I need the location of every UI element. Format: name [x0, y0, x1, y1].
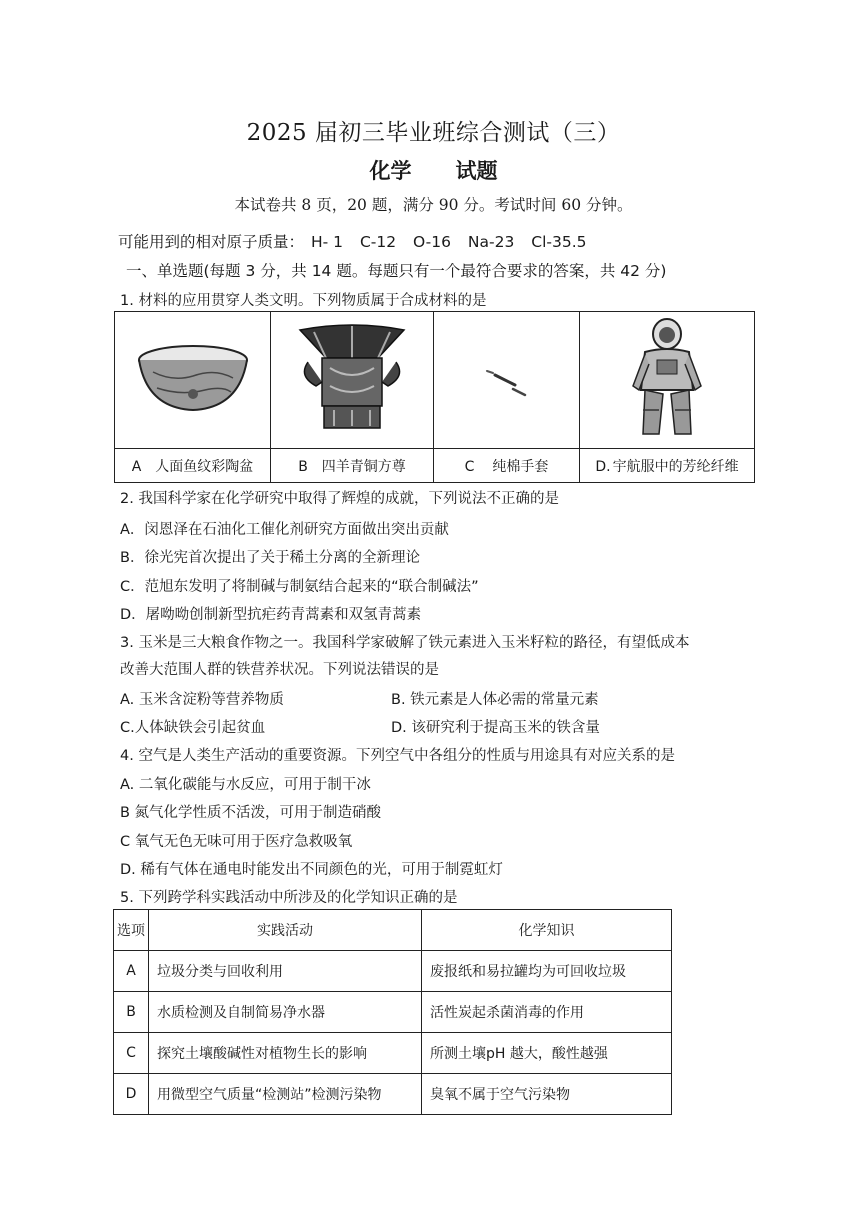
atomic-masses [118, 230, 599, 252]
q5-row-d-activity: 用微型空气质量“检测站”检测污染物 [149, 1074, 422, 1115]
exam-info: 本试卷共 8 页，20 题，满分 90 分。考试时间 60 分钟。 [234, 196, 633, 214]
atomic-mass-o: O-16 [413, 233, 451, 251]
q2-option-b: B．徐光宪首次提出了关于稀土分离的全新理论 [120, 550, 420, 566]
q5-row-b-activity: 水质检测及自制简易净水器 [149, 992, 422, 1033]
cotton-glove-icon [477, 353, 537, 403]
atomic-mass-na: Na-23 [467, 233, 515, 251]
q1-image-d [580, 312, 755, 449]
table-row [114, 1033, 672, 1074]
q1-option-c-letter: C [464, 458, 475, 475]
q1-stem: 1. 材料的应用贯穿人类文明。下列物质属于合成材料的是 [120, 293, 487, 309]
q1-option-b [271, 449, 434, 483]
q3-option-a: A. 玉米含淀粉等营养物质 [120, 692, 284, 708]
q1-option-b-letter: B [298, 458, 308, 475]
q4-stem: 4. 空气是人类生产活动的重要资源。下列空气中各组分的性质与用途具有对应关系的是 [120, 748, 675, 764]
q5-row-d-knowledge: 臭氧不属于空气污染物 [422, 1074, 672, 1115]
subject-label: 化学 [369, 159, 412, 183]
atomic-masses-label: 可能用到的相对原子质量： [118, 233, 305, 251]
q1-image-a [115, 312, 271, 449]
q3-option-d: D. 该研究利于提高玉米的铁含量 [391, 720, 600, 736]
q4-option-d: D. 稀有气体在通电时能发出不同颜色的光，可用于制霓虹灯 [120, 862, 503, 878]
atomic-mass-c: C-12 [359, 233, 397, 251]
q4-option-a: A. 二氧化碳能与水反应，可用于制干冰 [120, 777, 371, 793]
q5-row-b-option: B [114, 992, 149, 1033]
q1-option-d-letter: D. [595, 458, 611, 475]
exam-title: 2025 届初三毕业班综合测试（三） [246, 120, 621, 146]
bronze-zun-icon [294, 322, 410, 434]
q2-option-a: A．闵恩泽在石油化工催化剂研究方面做出突出贡献 [120, 522, 449, 538]
q1-option-c-text: 纯棉手套 [492, 458, 549, 475]
q5-row-a-activity: 垃圾分类与回收利用 [149, 951, 422, 992]
q3-stem-line2: 改善大范围人群的铁营养状况。下列说法错误的是 [120, 662, 439, 678]
atomic-mass-h: H- 1 [310, 233, 343, 251]
q5-row-c-option: C [114, 1033, 149, 1074]
q1-option-d-text: 宇航服中的芳纶纤维 [612, 458, 739, 475]
q5-header-knowledge: 化学知识 [422, 910, 672, 951]
q1-option-b-text: 四羊青铜方尊 [321, 458, 406, 475]
q3-option-b: B. 铁元素是人体必需的常量元素 [391, 692, 599, 708]
q5-row-b-knowledge: 活性炭起杀菌消毒的作用 [422, 992, 672, 1033]
table-row [114, 992, 672, 1033]
section-heading: 一、单选题(每题 3 分，共 14 题。每题只有一个最符合要求的答案，共 42 分) [126, 262, 667, 280]
q5-table [113, 909, 672, 1115]
q1-image-c [434, 312, 580, 449]
q2-option-c: C．范旭东发明了将制碱与制氨结合起来的“联合制碱法” [120, 579, 479, 595]
q5-row-a-knowledge: 废报纸和易拉罐均为可回收垃圾 [422, 951, 672, 992]
q5-row-c-knowledge: 所测土壤pH 越大，酸性越强 [422, 1033, 672, 1074]
q1-option-a-letter: A [131, 458, 142, 475]
q2-stem: 2. 我国科学家在化学研究中取得了辉煌的成就，下列说法不正确的是 [120, 491, 559, 507]
table-row [114, 951, 672, 992]
paper-label: 试题 [455, 159, 498, 183]
q5-row-a-option: A [114, 951, 149, 992]
q5-header-row [114, 910, 672, 951]
exam-subtitle [0, 155, 867, 185]
atomic-mass-cl: Cl-35.5 [531, 233, 587, 251]
q1-option-a [115, 449, 271, 483]
spacesuit-icon [627, 316, 707, 440]
q5-header-activity: 实践活动 [149, 910, 422, 951]
q1-options-table [114, 311, 755, 483]
q1-image-b [271, 312, 434, 449]
q5-row-c-activity: 探究土壤酸碱性对植物生长的影响 [149, 1033, 422, 1074]
q4-option-c: C 氧气无色无味可用于医疗急救吸氧 [120, 834, 353, 850]
q5-header-option: 选项 [114, 910, 149, 951]
q5-row-d-option: D [114, 1074, 149, 1115]
q5-stem: 5. 下列跨学科实践活动中所涉及的化学知识正确的是 [120, 890, 458, 906]
q3-option-c: C.人体缺铁会引起贫血 [120, 720, 266, 736]
q1-option-a-text: 人面鱼纹彩陶盆 [155, 458, 254, 475]
q1-option-d [580, 449, 755, 483]
pottery-bowl-icon [133, 338, 253, 418]
q1-option-c [434, 449, 580, 483]
q3-stem-line1: 3. 玉米是三大粮食作物之一。我国科学家破解了铁元素进入玉米籽粒的路径，有望低成本 [120, 635, 690, 651]
q4-option-b: B 氮气化学性质不活泼，可用于制造硝酸 [120, 805, 382, 821]
q2-option-d: D．屠呦呦创制新型抗疟药青蒿素和双氢青蒿素 [120, 607, 422, 623]
table-row [114, 1074, 672, 1115]
